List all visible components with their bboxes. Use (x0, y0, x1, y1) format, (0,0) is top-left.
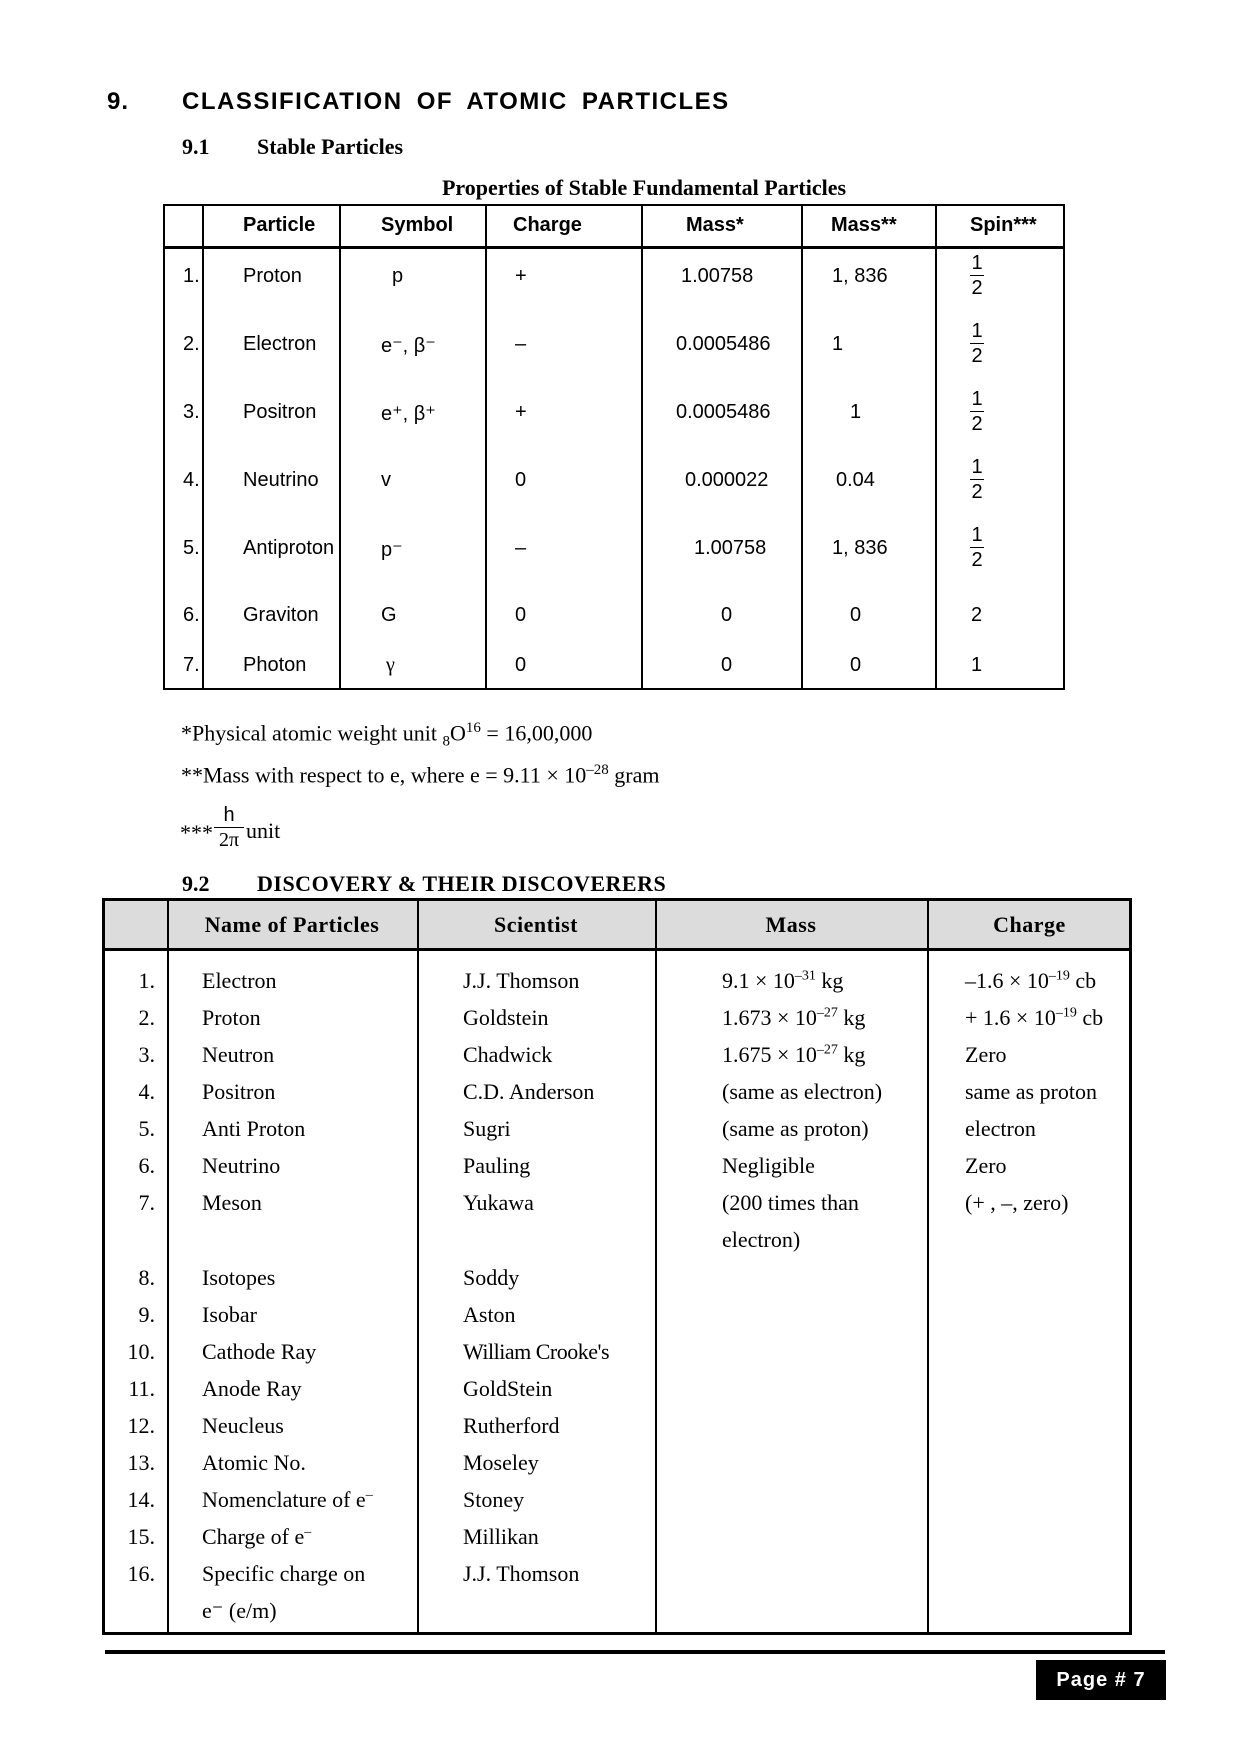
table-divider (655, 901, 657, 1632)
row-number: 14. (127, 1487, 155, 1512)
spin-fraction: 1 2 (971, 388, 983, 435)
discoverers-table (102, 898, 1132, 1635)
particle-name: Neutron (202, 1042, 275, 1067)
particle-mass-electron: 1, 836 (832, 537, 888, 559)
particle-charge: – (515, 333, 527, 355)
row-number: 2. (138, 1005, 155, 1030)
scientist-name: Millikan (463, 1524, 539, 1549)
particle-mass-amu: 0 (721, 654, 733, 676)
footnote-unit-label: unit (246, 818, 281, 843)
footnote-stars: *** (180, 820, 213, 845)
scientist-name: GoldStein (463, 1376, 553, 1401)
particle-mass-amu: 0.000022 (685, 469, 769, 491)
particle-charge: Zero (965, 1153, 1007, 1178)
row-number: 6. (138, 1153, 155, 1178)
row-number: 3. (138, 1042, 155, 1067)
spin-fraction: 1 2 (971, 524, 983, 571)
particle-name: Neucleus (202, 1413, 284, 1438)
row-number: 13. (127, 1450, 155, 1475)
particle-mass: (same as electron) (722, 1079, 883, 1104)
table-divider (801, 206, 803, 688)
table-divider (167, 901, 169, 1632)
row-number: 1. (183, 265, 200, 287)
header-rule (165, 246, 1063, 249)
scientist-name: C.D. Anderson (463, 1079, 595, 1104)
particle-name: Neutrino (243, 469, 319, 491)
particle-name: Positron (202, 1079, 276, 1104)
particle-mass-electron: 0 (850, 654, 862, 676)
spin-fraction: 1 2 (971, 252, 983, 299)
scientist-name: Yukawa (463, 1190, 534, 1215)
particle-mass-amu: 1.00758 (681, 265, 754, 287)
particle-name: Anti Proton (202, 1116, 306, 1141)
row-number: 10. (127, 1339, 155, 1364)
column-header: Charge (993, 912, 1066, 937)
row-number: 12. (127, 1413, 155, 1438)
subsection-number: 9.2 (182, 871, 210, 896)
footnote-mass-unit: *Physical atomic weight unit $_8O^{16} = 16,00,000$ (181, 720, 593, 750)
particle-mass: $9.1 \times 10^{-31}$ kg (722, 968, 844, 993)
scientist-name: Goldstein (463, 1005, 549, 1030)
particle-name: Cathode Ray (202, 1339, 317, 1364)
particle-name: Specific charge on (202, 1561, 366, 1586)
particle-mass: (same as proton) (722, 1116, 869, 1141)
particle-name: Graviton (243, 604, 319, 626)
particle-symbol: e⁺, β⁺ (381, 403, 436, 425)
table-divider (417, 901, 419, 1632)
particle-name: Photon (243, 654, 307, 676)
particle-mass-continued: electron) (722, 1227, 801, 1252)
scientist-name: Pauling (463, 1153, 531, 1178)
particle-name: Neutrino (202, 1153, 281, 1178)
column-header: Name of Particles (204, 912, 380, 937)
particle-mass: $1.675 \times 10^{-27}$ kg (722, 1042, 866, 1067)
column-header: Mass** (831, 214, 897, 236)
subsection-title: DISCOVERY & THEIR DISCOVERERS (257, 871, 667, 896)
particle-charge: 0 (515, 469, 527, 491)
column-header: Symbol (381, 214, 454, 236)
particle-name: Anode Ray (202, 1376, 302, 1401)
row-number: 8. (138, 1265, 155, 1290)
subsection-number: 9.1 (182, 134, 210, 159)
subsection-title: Stable Particles (257, 134, 404, 159)
particle-charge: (+ , –, zero) (965, 1190, 1069, 1215)
scientist-name: Sugri (463, 1116, 511, 1141)
row-number: 5. (138, 1116, 155, 1141)
row-number: 5. (183, 537, 200, 559)
particle-mass-electron: 0 (850, 604, 862, 626)
particle-name: Atomic No. (202, 1450, 306, 1475)
scientist-name: Stoney (463, 1487, 525, 1512)
particle-charge: + (515, 401, 527, 423)
row-number: 16. (127, 1561, 155, 1586)
row-number: 9. (138, 1302, 155, 1327)
row-number: 4. (183, 469, 200, 491)
stable-particles-table (163, 204, 1065, 690)
particle-name: Nomenclature of e– (202, 1487, 373, 1512)
column-header: Charge (513, 214, 582, 236)
scientist-name: J.J. Thomson (463, 968, 580, 993)
particle-charge: – (515, 537, 527, 559)
particle-name: Proton (202, 1005, 261, 1030)
particle-mass-amu: 0.0005486 (676, 401, 771, 423)
column-header: Scientist (494, 912, 578, 937)
column-header: Mass* (686, 214, 744, 236)
particle-name: Meson (202, 1190, 262, 1215)
particle-symbol: G (381, 604, 397, 626)
particle-mass: Negligible (722, 1153, 815, 1178)
particle-mass-electron: 1, 836 (832, 265, 888, 287)
table-divider (485, 206, 487, 688)
table-divider (202, 206, 204, 688)
row-number: 4. (138, 1079, 155, 1104)
spin-fraction: 1 2 (971, 456, 983, 503)
particle-charge: + $1.6 \times 10^{-19}$ cb (965, 1005, 1104, 1030)
particle-name-continued: e⁻ (e/m) (202, 1598, 277, 1623)
particle-charge: $-1.6 \times 10^{-19}$ cb (965, 968, 1097, 993)
particle-charge: 0 (515, 654, 527, 676)
section-title: CLASSIFICATION OF ATOMIC PARTICLES (182, 88, 730, 115)
particle-name: Positron (243, 401, 317, 423)
column-header: Spin*** (970, 214, 1037, 236)
particle-name: Charge of e– (202, 1524, 312, 1549)
particle-symbol: γ (386, 654, 395, 676)
table-divider (927, 901, 929, 1632)
particle-symbol: p (392, 265, 404, 287)
particle-mass-electron: 0.04 (836, 469, 875, 491)
spin-fraction: 1 2 (971, 320, 983, 367)
row-number: 2. (183, 333, 200, 355)
particle-mass-amu: 0 (721, 604, 733, 626)
section-number: 9. (107, 88, 130, 115)
particle-name: Antiproton (243, 537, 335, 559)
table-divider (935, 206, 937, 688)
particle-name: Isobar (202, 1302, 257, 1327)
page-number-badge: Page # 7 (1036, 1660, 1166, 1700)
particle-charge: same as proton (965, 1079, 1097, 1104)
particle-name: Isotopes (202, 1265, 276, 1290)
row-number: 7. (183, 654, 200, 676)
particle-mass-amu: 0.0005486 (676, 333, 771, 355)
particle-spin: 1 (971, 654, 983, 676)
particle-name: Electron (202, 968, 277, 993)
row-number: 6. (183, 604, 200, 626)
particle-mass-electron: 1 (832, 333, 844, 355)
footer-rule (105, 1650, 1165, 1654)
scientist-name: Aston (463, 1302, 516, 1327)
row-number: 1. (138, 968, 155, 993)
row-number: 3. (183, 401, 200, 423)
particle-symbol: v (381, 469, 391, 491)
particle-spin: 2 (971, 604, 983, 626)
scientist-name: Chadwick (463, 1042, 553, 1067)
scientist-name: Soddy (463, 1265, 520, 1290)
particle-mass-amu: 1.00758 (694, 537, 767, 559)
particle-symbol: e⁻, β⁻ (381, 335, 436, 357)
particle-mass: (200 times than (722, 1190, 859, 1215)
scientist-name: Rutherford (463, 1413, 560, 1438)
particle-name: Electron (243, 333, 317, 355)
particle-mass-electron: 1 (850, 401, 862, 423)
particle-charge: 0 (515, 604, 527, 626)
scientist-name: William Crooke's (463, 1339, 609, 1364)
row-number: 11. (128, 1376, 155, 1401)
particle-symbol: p⁻ (381, 539, 403, 561)
row-number: 15. (127, 1524, 155, 1549)
column-header: Particle (243, 214, 316, 236)
particle-charge: electron (965, 1116, 1036, 1141)
particle-name: Proton (243, 265, 302, 287)
row-number: 7. (138, 1190, 155, 1215)
particle-charge: + (515, 265, 527, 287)
particle-charge: Zero (965, 1042, 1007, 1067)
footnote-electron-mass: **Mass with respect to e, where $e = 9.11 \times 10^{-28}$ gram (181, 762, 660, 788)
scientist-name: Moseley (463, 1450, 539, 1475)
column-header: Mass (765, 912, 817, 937)
footnote-spin-fraction: h 2π (214, 804, 244, 851)
scientist-name: J.J. Thomson (463, 1561, 580, 1586)
particle-mass: $1.673 \times 10^{-27}$ kg (722, 1005, 866, 1030)
table-divider (339, 206, 341, 688)
table-caption: Properties of Stable Fundamental Particles (441, 175, 847, 200)
table-divider (641, 206, 643, 688)
